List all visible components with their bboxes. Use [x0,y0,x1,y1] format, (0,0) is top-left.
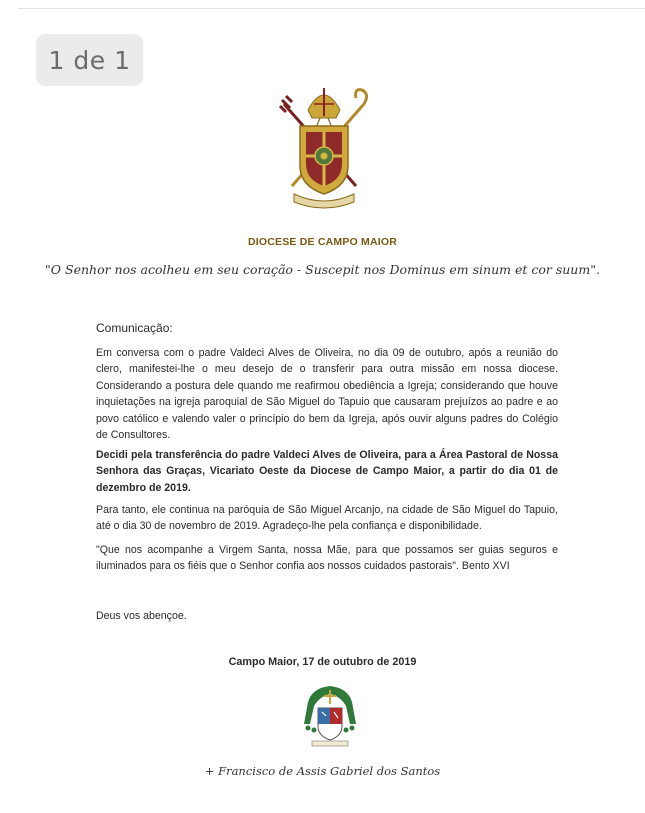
letter-farewell: Deus vos abençoe. [96,610,187,622]
page-edge [18,8,645,9]
bishop-signature: + Francisco de Assis Gabriel dos Santos [204,764,441,778]
episcopal-coat-of-arms-icon [300,684,360,748]
page-counter-badge: 1 de 1 [36,34,143,86]
letter-paragraph-2-decision: Decidi pela transferência do padre Valdeci Alves de Oliveira, para a Área Pastoral de Nossa Senhora das Graças, Vicariato Oeste da Diocese de Campo Maior, a partir do dia 01 de dezembro de 2019. [96,449,558,494]
diocese-motto: "O Senhor nos acolheu em seu coração - Suscepit nos Dominus em sinum et cor suum". [45,262,600,277]
letter-paragraph-1: Em conversa com o padre Valdeci Alves de Oliveira, no dia 09 de outubro, após a reunião do clero, manifestei-lhe o meu desejo de o transferir para outra missão em nossa diocese. Considerando a postura dele quando me reafirmou obediência a Igreja; considerando que houve inquietações na igreja paroquial de São Miguel do Tapuio que causaram prejuízos ao padre e ao povo católico e valendo valer o princípio do bem da Igreja, após ouvir alguns padres do Colégio de Consultores. [96,347,558,442]
diocese-title: DIOCESE DE CAMPO MAIOR [247,236,398,248]
letter-paragraph-4-quote: "Que nos acompanhe a Virgem Santa, nossa Mãe, para que possamos ser guias seguros e iluminados para os fiéis que o Senhor confia aos nossos cuidados pastorais". Bento XVI [96,544,558,573]
letter-greeting: Comunicação: [96,321,173,335]
letter-paragraph-3: Para tanto, ele continua na paróquia de São Miguel Arcanjo, na cidade de São Miguel do Tapuio, até o dia 30 de novembro de 2019. Agradeço-lhe pela confiança e disponibilidade. [96,504,558,533]
place-and-date: Campo Maior, 17 de outubro de 2019 [228,656,417,668]
diocesan-coat-of-arms-icon [278,82,370,214]
